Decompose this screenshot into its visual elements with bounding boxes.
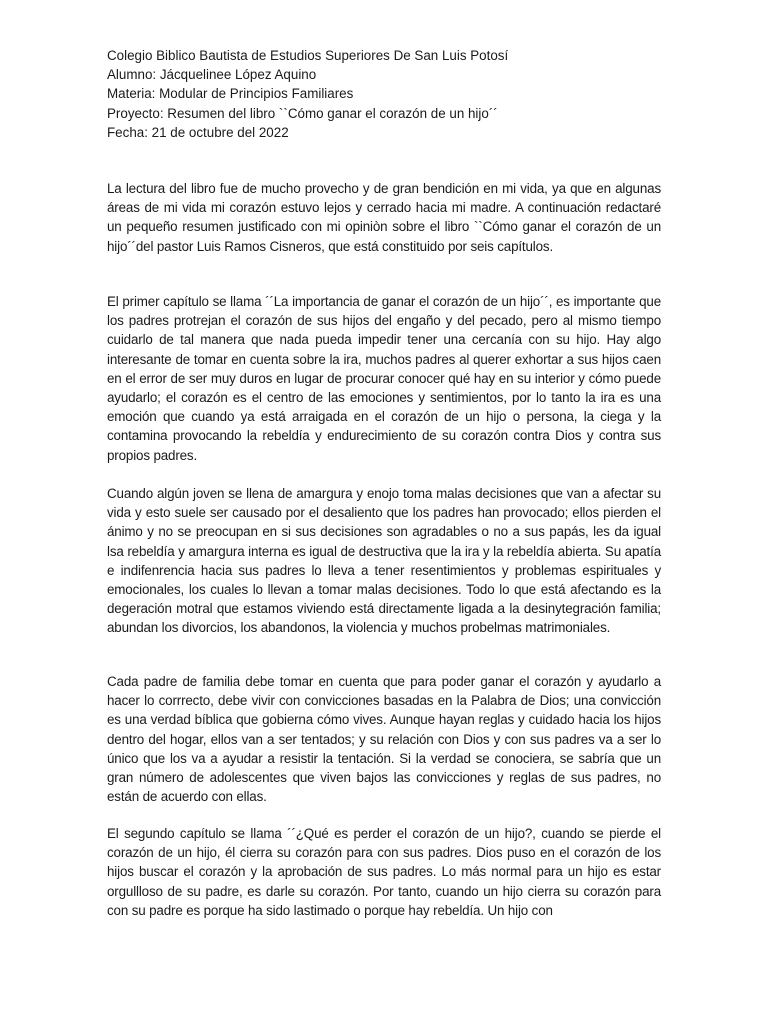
document-date: Fecha: 21 de octubre del 2022 <box>107 124 289 140</box>
project-title: Proyecto: Resumen del libro ``Cómo ganar el corazón de un hijo´´ <box>107 105 498 121</box>
document-header <box>107 46 667 142</box>
paragraph-introduction: La lectura del libro fue de mucho provecho y de gran bendición en mi vida, ya que en algunas áreas de mi vida mi corazón estuvo lejos y cerrado hacia mi madre. A continuación redactaré un pequeño resumen justificado con mi opiniòn sobre el libro ``Cómo ganar el corazón de un hijo´´del pastor Luis Ramos Cisneros, que está constituido por seis capítulos. <box>107 181 661 254</box>
student-name: Alumno: Jácquelinee López Aquino <box>107 67 317 83</box>
school-name: Colegio Biblico Bautista de Estudios Superiores De San Luis Potosí <box>107 48 509 63</box>
subject-name: Materia: Modular de Principios Familiares <box>107 86 354 102</box>
paragraph-convictions: Cada padre de familia debe tomar en cuenta que para poder ganar el corazón y ayudarlo a hacer lo corrrecto, debe vivir con convicciones basadas en la Palabra de Dios; una convicción es una verdad bíblica que gobierna cómo vives. Aunque hayan reglas y cuidado hacia los hijos dentro del hogar, ellos van a ser tentados; y su relación con Dios y con sus padres va a ser lo único que los va a ayudar a resistir la tentación. Si la verdad se conociera, se sabría que un gran número de adolescentes que viven bajos las convicciones y reglas de sus padres, no están de acuerdo con ellas. <box>107 674 661 805</box>
paragraph-chapter-one: El primer capítulo se llama ´´La importancia de ganar el corazón de un hijo´´, es importante que los padres protrejan el corazón de sus hijos del engaño y del pecado, pero al mismo tiempo cuidarlo de tal manera que nada pueda impedir tener una cercanía con su hijo. Hay algo interesante de tomar en cuenta sobre la ira, muchos padres al querer exhortar a sus hijos caen en el error de ser muy duros en lugar de procurar conocer qué hay en su interior y cómo puede ayudarlo; el corazón es el centro de las emociones y sentimientos, por lo tanto la ira es una emoción que cuando ya está arraigada en el corazón de un hijo o persona, la ciega y la contamina provocando la rebeldía y endurecimiento de su corazón contra Dios y contra sus propios padres. <box>107 294 661 463</box>
paragraph-bitterness: Cuando algún joven se llena de amargura y enojo toma malas decisiones que van a afectar su vida y esto suele ser causado por el desaliento que los padres han provocado; ellos pierden el ánimo y no se preocupan en si sus decisiones son agradables o no a sus papás, les da igual lsa rebeldía y amargura interna es igual de destructiva que la ira y la rebeldía abierta. Su apatía e indifenrencia hacia sus padres lo lleva a tener resentimientos y problemas espirituales y emocionales, los cuales lo llevan a tomar malas decisiones. Todo lo que está afectando es la degeración motral que estamos viviendo está directamente ligada a la desinytegración familia; abundan los divorcios, los abandonos, la violencia y muchos probelmas matrimoniales. <box>107 486 661 636</box>
paragraph-chapter-two: El segundo capítulo se llama ´´¿Qué es perder el corazón de un hijo?, cuando se pierde el corazón de un hijo, él cierra su corazón para con sus padres. Dios puso en el corazón de los hijos buscar el corazón y la aprobación de sus padres. Lo más normal para un hijo es estar orgullloso de su padre, es darle su corazón. Por tanto, cuando un hijo cierra su corazón para con su padre es porque ha sido lastimado o porque hay rebeldía. Un hijo con <box>107 826 661 918</box>
